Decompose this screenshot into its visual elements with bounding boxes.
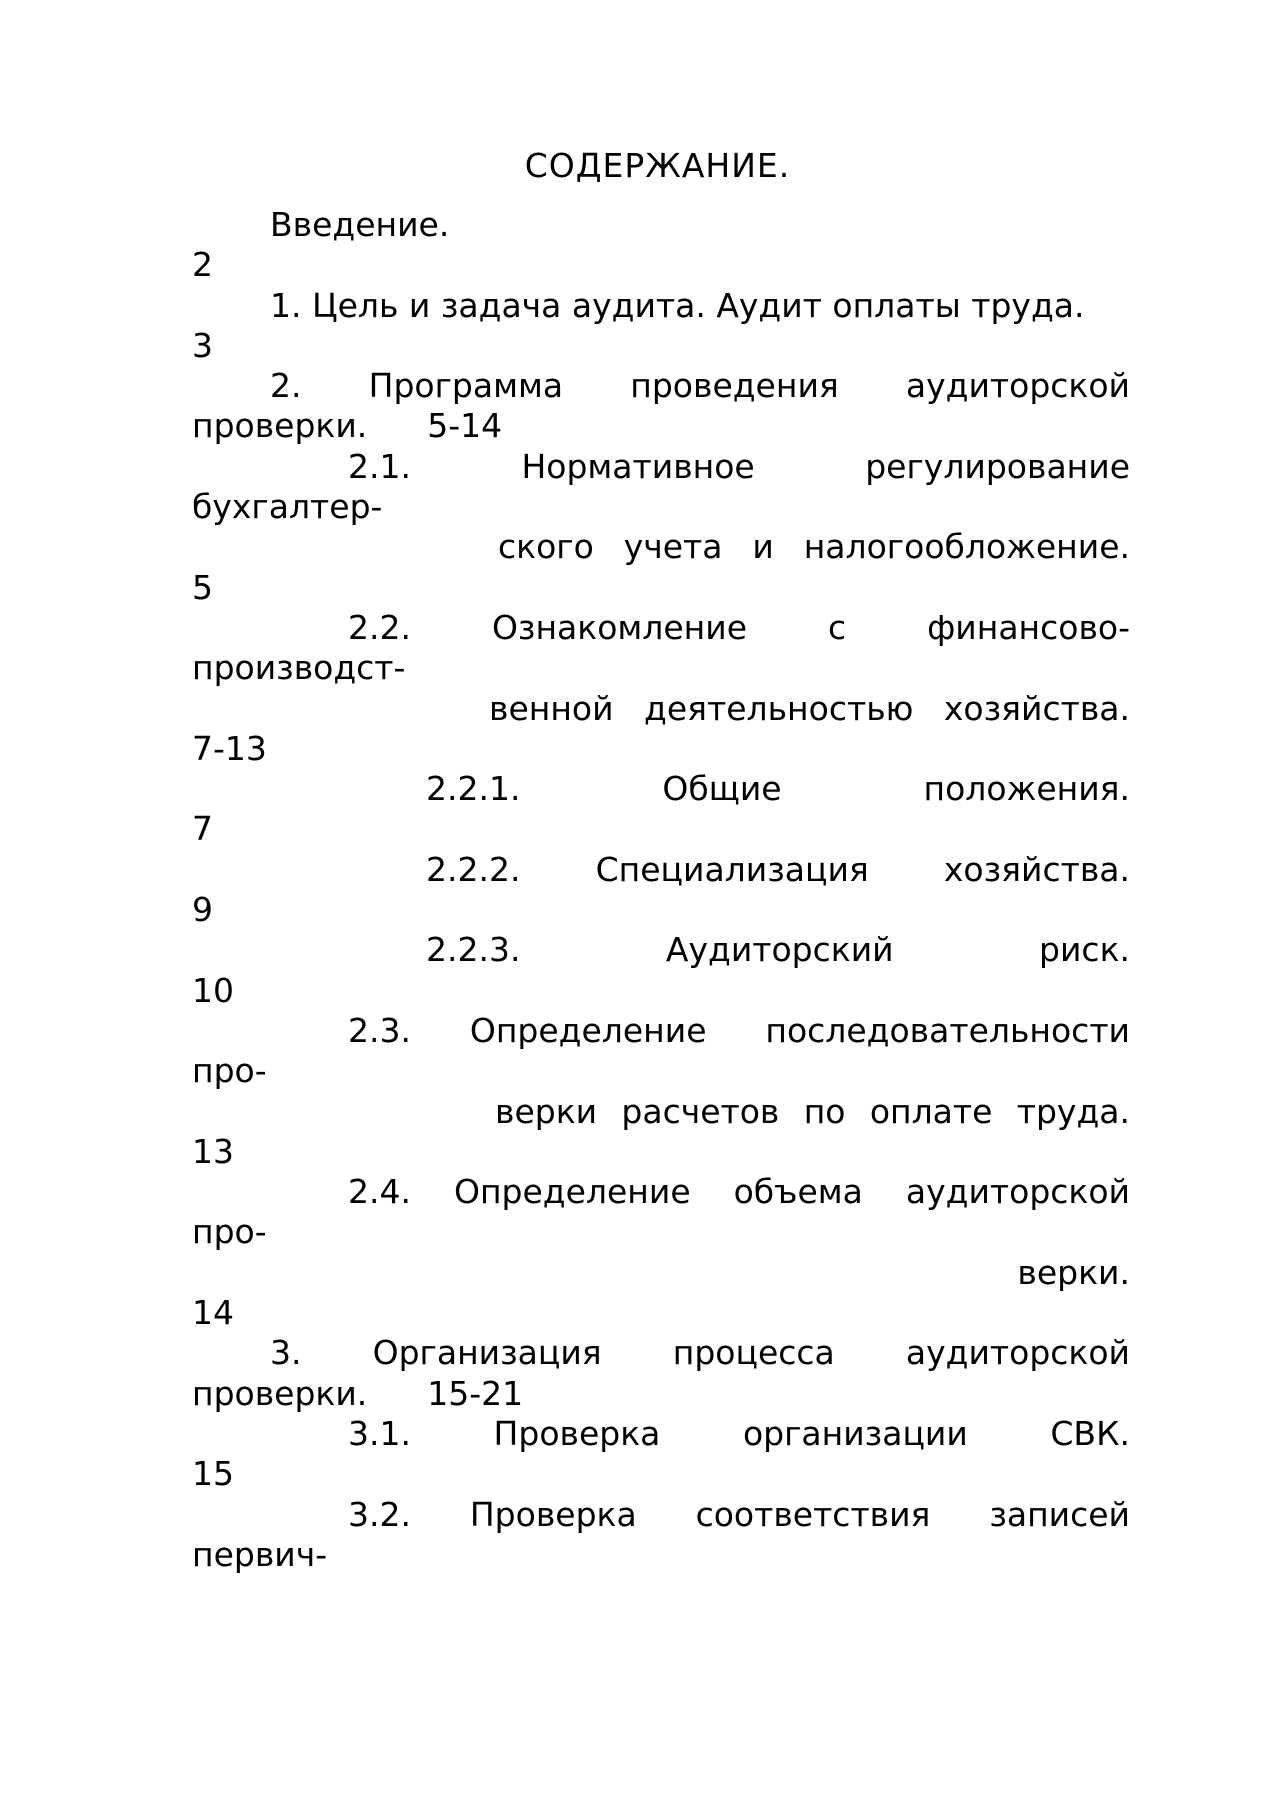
page-number: 15 <box>192 1454 234 1494</box>
page-number: 7 <box>192 809 213 849</box>
toc-entry-3: 3. Организация процесса аудиторской <box>270 1333 1130 1373</box>
page-number: 3 <box>192 325 213 365</box>
toc-entry-continuation: про- <box>192 1051 267 1091</box>
toc-entry-continuation: верки расчетов по оплате труда. <box>495 1091 1130 1131</box>
toc-text: проверки. <box>192 406 368 446</box>
page-number: 9 <box>192 890 213 930</box>
toc-entry-continuation: производст- <box>192 648 406 688</box>
toc-entry-continuation: венной деятельностью хозяйства. <box>489 688 1130 728</box>
toc-entry-continuation: верки. <box>1017 1252 1130 1292</box>
page-number: 13 <box>192 1131 234 1171</box>
toc-entry-2-2: 2.2. Ознакомление с финансово- <box>348 607 1130 647</box>
toc-entry-3-2: 3.2. Проверка соответствия записей <box>348 1494 1130 1534</box>
page-number: 5 <box>192 567 213 607</box>
page-number: 15-21 <box>427 1373 524 1413</box>
toc-entry-2-continuation <box>192 406 1130 446</box>
toc-entry-3-1: 3.1. Проверка организации СВК. <box>348 1413 1130 1453</box>
toc-entry-2-2-2: 2.2.2. Специализация хозяйства. <box>426 849 1130 889</box>
toc-entry-2-4: 2.4. Определение объема аудиторской <box>348 1172 1130 1212</box>
toc-text: проверки. <box>192 1373 368 1413</box>
table-of-contents <box>192 205 1130 1575</box>
toc-entry-2-2-1: 2.2.1. Общие положения. <box>426 769 1130 809</box>
toc-entry-continuation: про- <box>192 1212 267 1252</box>
toc-entry-2-3: 2.3. Определение последовательности <box>348 1010 1130 1050</box>
page-number: 7-13 <box>192 728 267 768</box>
page-number: 10 <box>192 970 234 1010</box>
toc-entry-continuation: первич- <box>192 1534 328 1574</box>
toc-entry-2: 2. Программа проведения аудиторской <box>270 366 1130 406</box>
page-number: 14 <box>192 1293 234 1333</box>
toc-entry-continuation: ского учета и налогообложение. <box>498 527 1130 567</box>
toc-entry-introduction: Введение. <box>270 205 450 244</box>
toc-entry-2-1: 2.1. Нормативное регулирование <box>348 446 1130 486</box>
page-number: 2 <box>192 245 213 285</box>
toc-entry-3-continuation <box>192 1374 1130 1414</box>
toc-entry-1: 1. Цель и задача аудита. Аудит оплаты труда. <box>270 285 1085 325</box>
toc-entry-continuation: бухгалтер- <box>192 487 383 527</box>
toc-entry-2-2-3: 2.2.3. Аудиторский риск. <box>426 930 1130 970</box>
page-title: СОДЕРЖАНИЕ. <box>524 146 791 185</box>
page-number: 5-14 <box>427 406 503 446</box>
